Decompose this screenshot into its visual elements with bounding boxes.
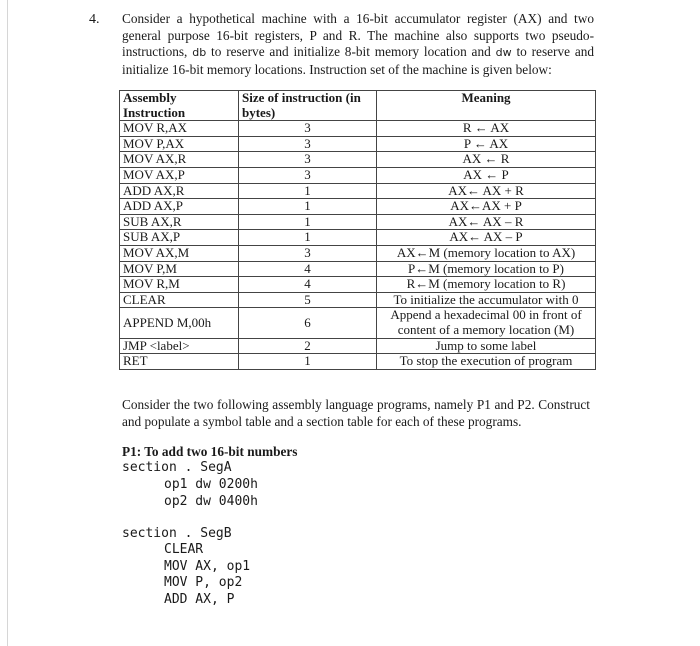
cell-size: 1: [239, 354, 377, 370]
cell-size: 1: [239, 183, 377, 199]
cell-instruction: MOV R,AX: [120, 121, 239, 137]
table-row: [120, 199, 596, 215]
cell-size: 1: [239, 214, 377, 230]
table-row: [120, 292, 596, 308]
cell-instruction: ADD AX,P: [120, 199, 239, 215]
question-mid: to reserve and initialize 8-bit memory location and: [211, 44, 491, 59]
cell-meaning: To initialize the accumulator with 0: [377, 292, 596, 308]
cell-instruction: MOV AX,P: [120, 167, 239, 183]
cell-meaning: AX ← P: [377, 167, 596, 183]
table-row: [120, 308, 596, 338]
cell-instruction: JMP <label>: [120, 338, 239, 354]
cell-instruction: MOV AX,R: [120, 152, 239, 168]
table-row: [120, 121, 596, 137]
question-intro: Consider a hypothetical machine with a 16-bit accumulator register (AX) and two general purpose 16-bit registers, P and R. The machine also supports two pseudo-instructions,: [122, 11, 594, 59]
consider-text: Consider the two following assembly language programs, namely P1 and P2. Construct and populate a symbol table and a section table for each of these programs.: [122, 397, 590, 429]
page-edge-divider: [7, 0, 8, 646]
cell-meaning: Jump to some label: [377, 338, 596, 354]
cell-size: 4: [239, 261, 377, 277]
cell-size: 1: [239, 199, 377, 215]
cell-size: 2: [239, 338, 377, 354]
cell-meaning: P←M (memory location to P): [377, 261, 596, 277]
cell-size: 3: [239, 136, 377, 152]
cell-meaning: R ← AX: [377, 121, 596, 137]
table-row: [120, 214, 596, 230]
section-segb-label: section . SegB: [122, 526, 232, 541]
question-text: [122, 11, 594, 78]
instruction-table-body: [120, 121, 596, 370]
table-header-row: [120, 91, 596, 121]
table-row: [120, 167, 596, 183]
table-row: [120, 183, 596, 199]
cell-meaning: To stop the execution of program: [377, 354, 596, 370]
cell-size: 3: [239, 245, 377, 261]
table-row: [120, 230, 596, 246]
cell-size: 6: [239, 308, 377, 338]
cell-instruction: CLEAR: [120, 292, 239, 308]
sega-code-lines: op1 dw 0200h op2 dw 0400h: [164, 477, 258, 509]
cell-meaning: P ← AX: [377, 136, 596, 152]
header-assembly-instruction: Assembly Instruction: [120, 91, 239, 121]
cell-instruction: SUB AX,R: [120, 214, 239, 230]
table-row: [120, 152, 596, 168]
table-row: [120, 245, 596, 261]
cell-size: 4: [239, 277, 377, 293]
cell-size: 3: [239, 152, 377, 168]
cell-meaning: Append a hexadecimal 00 in front of content of a memory location (M): [377, 308, 596, 338]
table-row: [120, 338, 596, 354]
cell-size: 5: [239, 292, 377, 308]
cell-meaning: AX← AX + R: [377, 183, 596, 199]
dw-keyword: dw: [495, 46, 512, 59]
cell-instruction: RET: [120, 354, 239, 370]
cell-meaning: AX← AX – P: [377, 230, 596, 246]
cell-instruction: APPEND M,00h: [120, 308, 239, 338]
segb-code-lines: CLEAR MOV AX, op1 MOV P, op2 ADD AX, P: [164, 542, 251, 607]
cell-size: 1: [239, 230, 377, 246]
cell-instruction: SUB AX,P: [120, 230, 239, 246]
cell-instruction: MOV AX,M: [120, 245, 239, 261]
section-sega-label: section . SegA: [122, 460, 232, 475]
question-end: to reserve and initialize 16-bit memory locations. Instruction set of the machine is given below:: [122, 44, 595, 77]
instruction-set-table: [119, 90, 596, 370]
cell-meaning: AX← AX – R: [377, 214, 596, 230]
cell-instruction: MOV P,M: [120, 261, 239, 277]
cell-instruction: ADD AX,R: [120, 183, 239, 199]
header-instruction-size: Size of instruction (in bytes): [239, 91, 377, 121]
table-row: [120, 261, 596, 277]
cell-instruction: MOV P,AX: [120, 136, 239, 152]
cell-size: 3: [239, 167, 377, 183]
program-p1-title: P1: To add two 16-bit numbers: [122, 444, 298, 459]
cell-meaning: AX←AX + P: [377, 199, 596, 215]
cell-meaning: AX←M (memory location to AX): [377, 245, 596, 261]
table-row: [120, 277, 596, 293]
cell-meaning: AX ← R: [377, 152, 596, 168]
header-meaning: Meaning: [377, 91, 596, 121]
table-row: [120, 354, 596, 370]
db-keyword: db: [192, 46, 207, 59]
cell-instruction: MOV R,M: [120, 277, 239, 293]
cell-meaning: R←M (memory location to R): [377, 277, 596, 293]
cell-size: 3: [239, 121, 377, 137]
table-row: [120, 136, 596, 152]
question-number: 4.: [89, 12, 100, 27]
